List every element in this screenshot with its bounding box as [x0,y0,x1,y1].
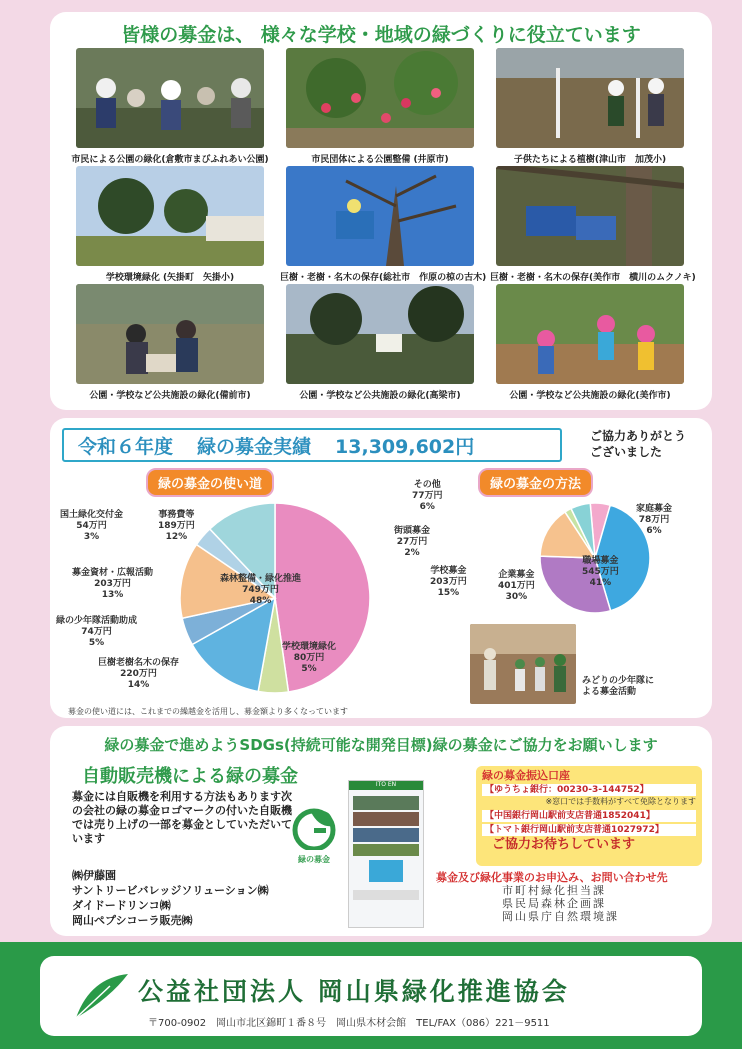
method-label-school: 学校募金 203万円 15% [430,566,467,598]
photos-heading: 皆様の募金は、 様々な学校・地域の緑づくりに役立ています [121,24,641,46]
usage-label-forest: 森林整備・緑化推進 749万円 48% [220,574,302,606]
usage-label-bigtree: 巨樹老樹名木の保存 220万円 14% [98,658,180,690]
account-row: 【ゆうちょ銀行：00230-3-144752】 [482,784,696,796]
photo-caption: 巨樹・老樹・名木の保存(美作市 横川のムクノキ) [490,273,696,283]
photo-caption: 巨樹・老樹・名木の保存(総社市 作原の椋の古木) [280,273,487,283]
leaf-logo-icon [289,806,339,850]
thanks-message: ご協力ありがとう ございました [590,429,687,459]
photo-caption: 市民団体による公園整備 (井原市) [311,155,449,165]
green-fund-logo: 緑の募金 [286,806,342,870]
org-address: 〒700-0902 岡山市北区錦町１番８号 岡山県木材会館 TEL/FAX（086）221－9511 [148,1018,550,1029]
usage-label-office: 事務費等 189万円 12% [158,510,195,542]
activity-caption: みどりの少年隊に よる募金活動 [582,676,655,697]
vending-title: 自動販売機による緑の募金 [82,766,298,787]
photo-park-greening [76,48,264,148]
account-wait: ご協力お待ちしています [492,837,636,852]
footer-box [40,956,702,1036]
method-label-work: 職場募金 545万円 41% [582,556,619,588]
photo-big-tree-mimasaka [496,166,684,266]
company-item: 岡山ペプシコーラ販売㈱ [72,914,193,927]
photo-public-takahashi [286,284,474,384]
account-row: 【トマト銀行岡山駅前支店普通1027972】 [482,824,696,836]
vending-text: 募金には自販機を利用する方法もあります次の会社の緑の募金ロゴマークの付いた自販機では売り上げの一部を募金としていただいています [72,790,292,845]
photo-big-tree-soja [286,166,474,266]
department-item: 県民局森林企画課 [502,897,606,910]
usage-label-national: 国土緑化交付金 54万円 3% [60,510,124,542]
org-name: 公益社団法人 岡山県緑化推進協会 [138,977,570,1006]
method-label-street: 街頭募金 27万円 2% [394,526,431,558]
results-year: 令和６年度 [78,435,174,458]
results-amount: 13,309,602円 [335,435,475,458]
department-list [502,884,619,923]
method-label-other: その他 77万円 6% [412,480,443,512]
results-title: 緑の募金実績 [197,435,312,458]
department-item: 岡山県庁自然環境課 [502,910,619,923]
usage-label-youth: 緑の少年隊活動助成 74万円 5% [56,616,138,648]
account-row: ※窓口では手数料がすべて免除となります [545,797,696,806]
usage-label-school: 学校環境緑化 80万円 5% [282,642,337,674]
photo-caption: 市民による公園の緑化(倉敷市まびふれあい公園) [71,155,269,165]
company-item: サントリービバレッジソリューション㈱ [72,884,269,897]
method-label-corp: 企業募金 401万円 30% [498,570,535,602]
activity-photos-panel [50,12,712,410]
photo-youth-fundraising [470,624,576,704]
sdgs-heading: 緑の募金で進めようSDGs(持続可能な開発目標)緑の募金にご協力をお願いします [104,736,658,754]
sdgs-panel [50,726,712,936]
company-item: ダイドードリンコ㈱ [72,899,171,912]
usage-label-materials: 募金資材・広報活動 203万円 13% [72,568,154,600]
photo-public-bizen [76,284,264,384]
photo-caption: 公園・学校など公共施設の緑化(高梁市) [299,391,461,401]
department-item: 市町村緑化担当課 [502,884,606,897]
method-label-home: 家庭募金 78万円 6% [636,504,673,536]
account-title: 緑の募金振込口座 [482,769,570,782]
photo-caption: 公園・学校など公共施設の緑化(美作市) [509,391,671,401]
usage-note: 募金の使い道には、これまでの繰越金を活用し、募金額より多くなっています [68,707,348,716]
photo-children-planting [496,48,684,148]
photo-school-greening [76,166,264,266]
account-row: 【中国銀行岡山駅前支店普通1852041】 [482,810,696,822]
results-panel [50,418,712,718]
account-box [476,766,702,866]
footer [0,942,742,1049]
photo-caption: 子供たちによる植樹(津山市 加茂小) [513,155,667,165]
vending-machine: ITO EN [348,780,424,928]
company-list [72,868,269,928]
photo-citizen-park [286,48,474,148]
photo-caption: 公園・学校など公共施設の緑化(備前市) [89,391,251,401]
photo-public-mimasaka [496,284,684,384]
inquiry-title: 募金及び緑化事業のお申込み、お問い合わせ先 [436,871,668,884]
leaf-icon [70,968,130,1024]
photo-caption: 学校環境緑化 (矢掛町 矢掛小) [105,273,235,283]
usage-title: 緑の募金の使い道 [146,468,274,497]
company-item: ㈱伊藤園 [72,869,116,882]
method-title: 緑の募金の方法 [478,468,593,497]
